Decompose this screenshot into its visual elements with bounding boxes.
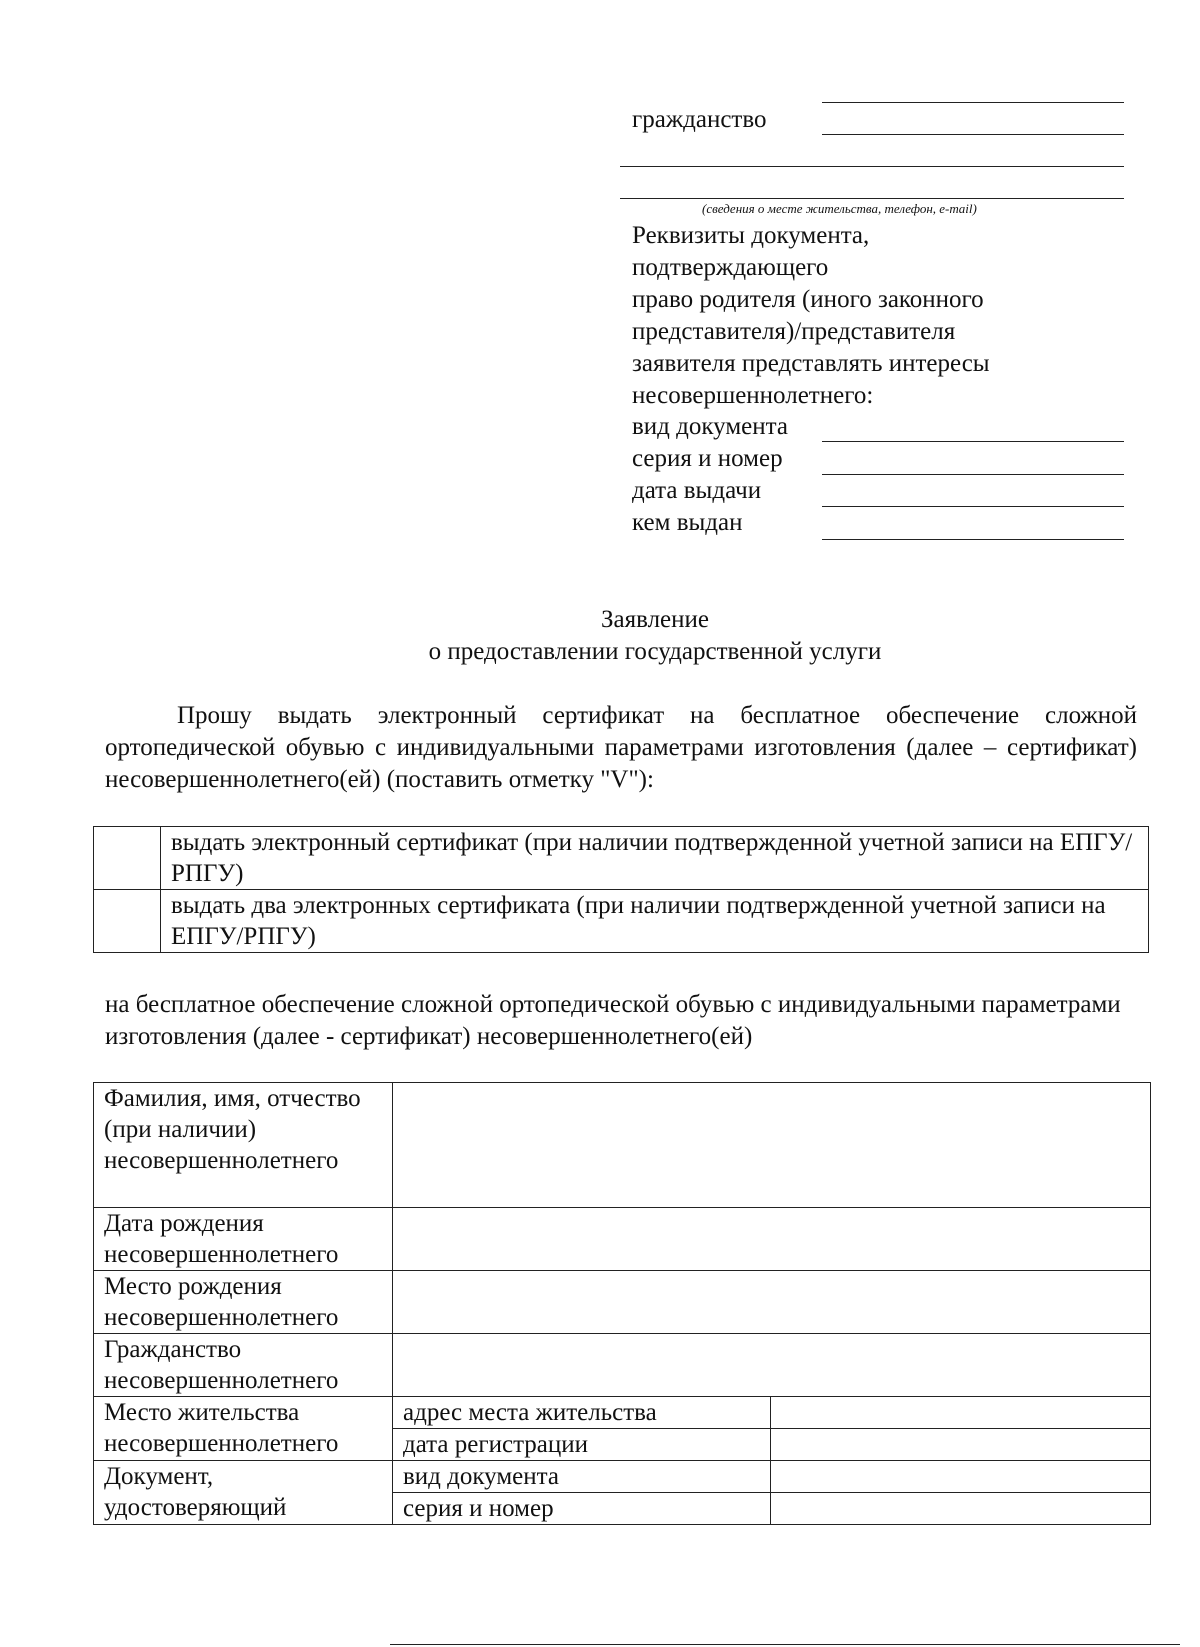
table-row [94, 1271, 1151, 1334]
table-row [94, 1083, 1151, 1208]
identity-doc-number-value[interactable] [771, 1493, 1151, 1525]
residence-label: Место жительства несовершеннолетнего [94, 1397, 393, 1461]
after-options-text: на бесплатное обеспечение сложной ортопедической обувью с индивидуальными параметрами изготовления (далее - сертификат) несовершеннолетнего(ей) [105, 991, 1121, 1050]
option-checkbox[interactable] [94, 890, 161, 953]
doc-number-field[interactable] [822, 474, 1124, 475]
table-row [94, 1208, 1151, 1271]
page-subtitle: о предоставлении государственной услуги [428, 638, 882, 665]
citizenship-label: гражданство [632, 106, 767, 133]
requisites-block [632, 220, 1132, 412]
residence-caption: (сведения о месте жительства, телефон, e-mail) [702, 201, 977, 216]
request-paragraph [105, 700, 1137, 796]
request-text: Прошу выдать электронный сертификат на бесплатное обеспечение сложной ортопедической обувью с индивидуальными параметрами изготовления (далее – сертификат) несовершеннолетнего(ей) (поставить отметку "V"): [105, 702, 1137, 793]
requisites-line: представителя)/представителя [632, 318, 956, 345]
option-checkbox[interactable] [94, 827, 161, 890]
doc-type-label: вид документа [632, 413, 788, 440]
birth-date-label: Дата рождения несовершеннолетнего [94, 1208, 393, 1271]
citizenship-row-value[interactable] [393, 1334, 1151, 1397]
table-row [94, 1461, 1151, 1493]
doc-type-field[interactable] [822, 441, 1124, 442]
option-label: выдать электронный сертификат (при наличии подтвержденной учетной записи на ЕПГУ/РПГУ) [161, 827, 1149, 890]
doc-issue-date-field[interactable] [822, 506, 1124, 507]
footer-rule [390, 1644, 1180, 1645]
requisites-line: несовершеннолетнего: [632, 382, 874, 409]
identity-doc-label: Документ, удостоверяющий [94, 1461, 393, 1525]
requisites-line: заявителя представлять интересы [632, 350, 990, 377]
top-line-1 [822, 102, 1124, 103]
option-label: выдать два электронных сертификата (при наличии подтвержденной учетной записи на ЕПГУ/РПГУ) [161, 890, 1149, 953]
residence-field-line-2[interactable] [620, 198, 1124, 199]
requisites-line: подтверждающего [632, 254, 829, 281]
option-row [94, 890, 1149, 953]
certificate-options-table [93, 826, 1149, 953]
minor-info-table [93, 1082, 1151, 1525]
residence-field-line-1[interactable] [620, 166, 1124, 167]
identity-doc-type-value[interactable] [771, 1461, 1151, 1493]
page-title: Заявление [600, 606, 710, 633]
full-name-label: Фамилия, имя, отчество (при наличии) несовершеннолетнего [94, 1083, 393, 1208]
residence-reg-date-value[interactable] [771, 1429, 1151, 1461]
doc-number-label: серия и номер [632, 445, 783, 472]
residence-address-label: адрес места жительства [393, 1397, 771, 1429]
citizenship-row-label: Гражданство несовершеннолетнего [94, 1334, 393, 1397]
citizenship-field[interactable] [822, 134, 1124, 135]
birth-place-label: Место рождения несовершеннолетнего [94, 1271, 393, 1334]
birth-date-value[interactable] [393, 1208, 1151, 1271]
table-row [94, 1334, 1151, 1397]
requisites-line: право родителя (иного законного [632, 286, 984, 313]
identity-doc-type-label: вид документа [393, 1461, 771, 1493]
residence-reg-date-label: дата регистрации [393, 1429, 771, 1461]
birth-place-value[interactable] [393, 1271, 1151, 1334]
residence-address-value[interactable] [771, 1397, 1151, 1429]
identity-doc-number-label: серия и номер [393, 1493, 771, 1525]
doc-issued-by-field[interactable] [822, 539, 1124, 540]
requisites-line: Реквизиты документа, [632, 222, 870, 249]
table-row [94, 1397, 1151, 1429]
doc-issued-by-label: кем выдан [632, 509, 743, 536]
option-row [94, 827, 1149, 890]
doc-issue-date-label: дата выдачи [632, 477, 762, 504]
full-name-value[interactable] [393, 1083, 1151, 1208]
